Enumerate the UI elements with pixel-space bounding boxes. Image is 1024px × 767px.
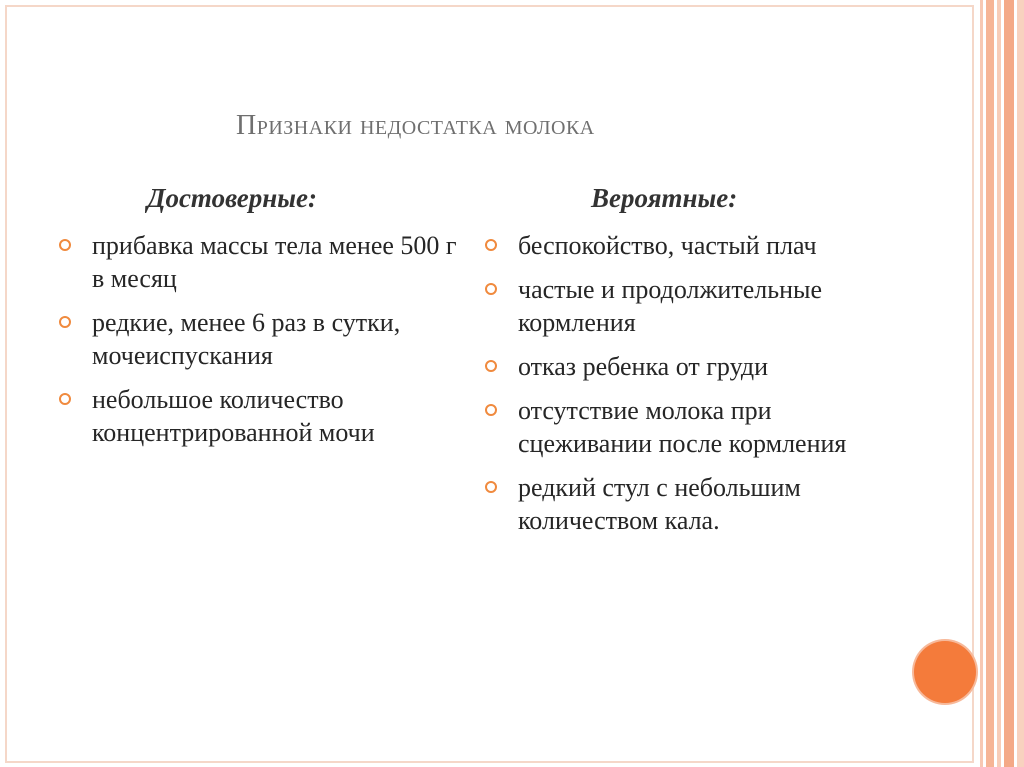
- list-item-text: редкий стул с небольшим количеством кала.: [518, 473, 801, 535]
- list-item: [484, 471, 894, 537]
- stripe: [1017, 0, 1024, 767]
- list-item-text: редкие, менее 6 раз в сутки, мочеиспускания: [92, 308, 401, 370]
- list-item-text: беспокойство, частый плач: [518, 231, 817, 260]
- right-column-heading: Вероятные:: [591, 183, 738, 213]
- list-item-text: небольшое количество концентрированной мочи: [92, 385, 375, 447]
- bullet-icon: [485, 404, 497, 416]
- right-column-list: [484, 229, 894, 548]
- bullet-icon: [59, 239, 71, 251]
- list-item-text: отказ ребенка от груди: [518, 352, 769, 381]
- list-item: [58, 383, 458, 449]
- list-item-text: частые и продолжительные кормления: [518, 275, 823, 337]
- left-column-heading: Достоверные:: [147, 183, 317, 213]
- list-item: [58, 306, 458, 372]
- bullet-icon: [59, 316, 71, 328]
- slide-title: Признаки недостатка молока: [236, 110, 595, 141]
- stripe: [986, 0, 994, 767]
- stripe: [997, 0, 1001, 767]
- stripe: [980, 0, 983, 767]
- bullet-icon: [485, 283, 497, 295]
- decorative-stripes: [980, 0, 1024, 767]
- bullet-icon: [485, 481, 497, 493]
- stripe: [1004, 0, 1014, 767]
- list-item: [484, 350, 894, 383]
- bullet-icon: [485, 239, 497, 251]
- list-item: [484, 394, 894, 460]
- list-item-text: отсутствие молока при сцеживании после кормления: [518, 396, 847, 458]
- list-item-text: прибавка массы тела менее 500 г в месяц: [92, 231, 457, 293]
- list-item: [58, 229, 458, 295]
- bullet-icon: [485, 360, 497, 372]
- list-item: [484, 229, 894, 262]
- list-item: [484, 273, 894, 339]
- orange-circle-icon: [914, 641, 976, 703]
- left-column-list: [58, 229, 458, 460]
- bullet-icon: [59, 393, 71, 405]
